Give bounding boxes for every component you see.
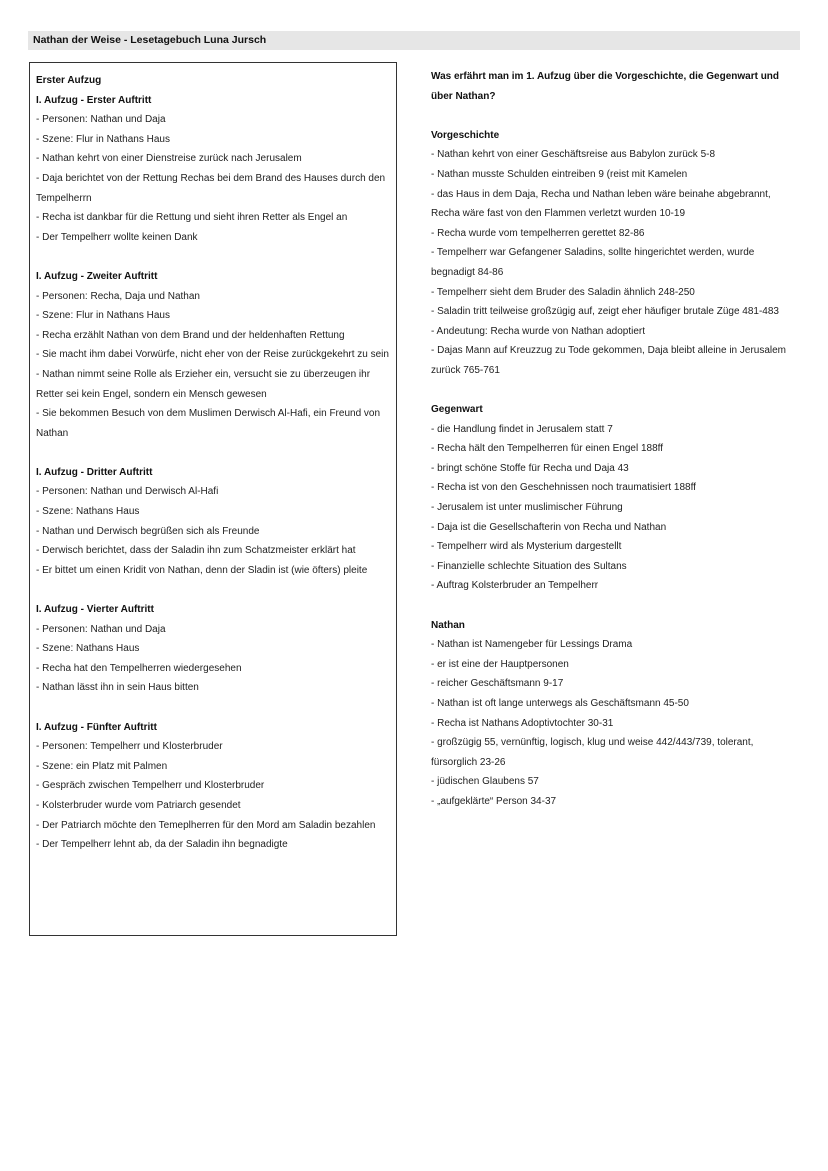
bullet-line: - Tempelherr sieht dem Bruder des Saladin ähnlich 248-250: [431, 286, 695, 298]
bullet-line: - Nathan musste Schulden eintreiben 9 (reist mit Kamelen: [431, 168, 688, 180]
bullet-line: - großzügig 55, vernünftig, logisch, klug und weise 442/443/739, tolerant, fürsorglich 23-26: [431, 737, 754, 768]
bullet-line: - Andeutung: Recha wurde von Nathan adoptiert: [431, 325, 646, 337]
bullet-line: - Tempelherr wird als Mysterium dargestellt: [431, 541, 622, 553]
spacer: [36, 247, 390, 267]
section-heading: I. Aufzug - Erster Auftritt: [36, 94, 152, 106]
analysis-column: [431, 67, 791, 812]
section-heading: Nathan: [431, 619, 465, 631]
section-heading: I. Aufzug - Fünfter Auftritt: [36, 721, 157, 733]
bullet-line: - Nathan kehrt von einer Geschäftsreise aus Babylon zurück 5-8: [431, 149, 716, 161]
bullet-line: - Tempelherr war Gefangener Saladins, sollte hingerichtet werden, wurde begnadigt 84-86: [431, 247, 755, 278]
bullet-line: - Kolsterbruder wurde vom Patriarch gesendet: [36, 799, 241, 811]
bullet-line: - jüdischen Glaubens 57: [431, 776, 539, 788]
bullet-line: - Dajas Mann auf Kreuzzug zu Tode gekommen, Daja bleibt alleine in Jerusalem zurück 765-761: [431, 345, 787, 376]
spacer: [36, 580, 390, 600]
section-heading: Vorgeschichte: [431, 129, 500, 141]
bullet-line: - Jerusalem ist unter muslimischer Führung: [431, 502, 623, 514]
header-bar: [28, 31, 800, 50]
bullet-line: - die Handlung findet in Jerusalem statt 7: [431, 423, 613, 435]
bullet-line: - Der Tempelherr wollte keinen Dank: [36, 231, 198, 243]
section-heading: Gegenwart: [431, 404, 483, 416]
bullet-line: - bringt schöne Stoffe für Recha und Daja 43: [431, 462, 629, 474]
bullet-line: - Personen: Nathan und Daja: [36, 623, 166, 635]
bullet-line: - Nathan ist oft lange unterwegs als Geschäftsmann 45-50: [431, 698, 689, 709]
bullet-line: - Er bittet um einen Kridit von Nathan, denn der Sladin ist (wie öfters) pleite: [36, 564, 368, 576]
bullet-line: - Personen: Tempelherr und Klosterbruder: [36, 741, 223, 753]
bullet-line: - Recha erzählt Nathan von dem Brand und der heldenhaften Rettung: [36, 329, 345, 341]
bullet-line: - Szene: Nathans Haus: [36, 643, 140, 655]
bullet-line: - Nathan ist Namengeber für Lessings Drama: [431, 639, 633, 651]
bullet-line: - Recha hält den Tempelherren für einen Engel 188ff: [431, 443, 664, 455]
analysis-section: [431, 126, 791, 400]
bullet-line: - das Haus in dem Daja, Recha und Nathan leben wäre beinahe abgebrannt, Recha wäre fast von den Flammen verletzt wurden 10-19: [431, 188, 771, 220]
scene-section: [36, 267, 390, 463]
bullet-line: - Saladin tritt teilweise großzügig auf, zeigt eher häufiger brutale Züge 481-483: [431, 306, 779, 318]
bullet-line: - Szene: Flur in Nathans Haus: [36, 133, 170, 145]
analysis-section: [431, 400, 791, 616]
scene-summary-box: [29, 62, 397, 936]
bullet-line: - Nathan kehrt von einer Dienstreise zurück nach Jerusalem: [36, 153, 302, 165]
bullet-line: - Recha wurde vom tempelherren gerettet 82-86: [431, 227, 645, 239]
spacer: [36, 698, 390, 718]
spacer: [431, 381, 791, 401]
bullet-line: - reicher Geschäftsmann 9-17: [431, 678, 564, 690]
bullet-line: - Der Patriarch möchte den Temeplherren für den Mord am Saladin bezahlen: [36, 819, 376, 831]
scene-section: [36, 91, 390, 267]
document-title: Nathan der Weise - Lesetagebuch Luna Jursch: [33, 34, 267, 46]
bullet-line: - Recha ist Nathans Adoptivtochter 30-31: [431, 717, 614, 729]
spacer: [36, 443, 390, 463]
analysis-sections: [431, 126, 791, 812]
bullet-line: - Szene: Nathans Haus: [36, 506, 140, 518]
bullet-line: - Personen: Nathan und Daja: [36, 114, 166, 126]
bullet-line: - Nathan nimmt seine Rolle als Erzieher ein, versucht sie zu überzeugen ihr Retter sei kein Engel, sondern ein Mensch gewesen: [36, 368, 371, 400]
bullet-line: - Sie bekommen Besuch von dem Muslimen Derwisch Al-Hafi, ein Freund von Nathan: [36, 408, 381, 439]
bullet-line: - Daja ist die Gesellschafterin von Recha und Nathan: [431, 521, 667, 533]
spacer: [431, 106, 791, 126]
section-heading: I. Aufzug - Dritter Auftritt: [36, 466, 153, 478]
bullet-line: - Szene: Flur in Nathans Haus: [36, 310, 170, 322]
bullet-line: - „aufgeklärte“ Person 34-37: [431, 795, 557, 807]
act-title: Erster Aufzug: [36, 75, 102, 86]
bullet-line: - er ist eine der Hauptpersonen: [431, 658, 569, 670]
bullet-line: - Sie macht ihm dabei Vorwürfe, nicht eher von der Reise zurückgekehrt zu sein: [36, 349, 389, 361]
bullet-line: - Szene: ein Platz mit Palmen: [36, 760, 168, 772]
bullet-line: - Personen: Recha, Daja und Nathan: [36, 290, 200, 302]
scene-section: [36, 463, 390, 600]
bullet-line: - Nathan und Derwisch begrüßen sich als Freunde: [36, 525, 260, 537]
analysis-section: [431, 616, 791, 812]
scene-sections: [36, 91, 390, 855]
bullet-line: - Auftrag Kolsterbruder an Tempelherr: [431, 580, 599, 592]
scene-section: [36, 718, 390, 855]
section-heading: I. Aufzug - Zweiter Auftritt: [36, 270, 158, 282]
bullet-line: - Der Tempelherr lehnt ab, da der Saladin ihn begnadigte: [36, 839, 288, 851]
bullet-line: - Recha ist dankbar für die Rettung und sieht ihren Retter als Engel an: [36, 212, 348, 224]
bullet-line: - Nathan lässt ihn in sein Haus bitten: [36, 682, 199, 694]
bullet-line: - Finanzielle schlechte Situation des Sultans: [431, 560, 627, 572]
analysis-question: Was erfährt man im 1. Aufzug über die Vorgeschichte, die Gegenwart und über Nathan?: [431, 71, 780, 102]
spacer: [431, 596, 791, 616]
bullet-line: - Daja berichtet von der Rettung Rechas bei dem Brand des Hauses durch den Tempelherrn: [36, 172, 386, 204]
bullet-line: - Gespräch zwischen Tempelherr und Klosterbruder: [36, 780, 265, 792]
bullet-line: - Derwisch berichtet, dass der Saladin ihn zum Schatzmeister erklärt hat: [36, 545, 356, 557]
section-heading: I. Aufzug - Vierter Auftritt: [36, 604, 154, 616]
bullet-line: - Recha ist von den Geschehnissen noch traumatisiert 188ff: [431, 482, 696, 494]
bullet-line: - Recha hat den Tempelherren wiedergesehen: [36, 662, 242, 674]
bullet-line: - Personen: Nathan und Derwisch Al-Hafi: [36, 486, 219, 498]
scene-section: [36, 600, 390, 718]
